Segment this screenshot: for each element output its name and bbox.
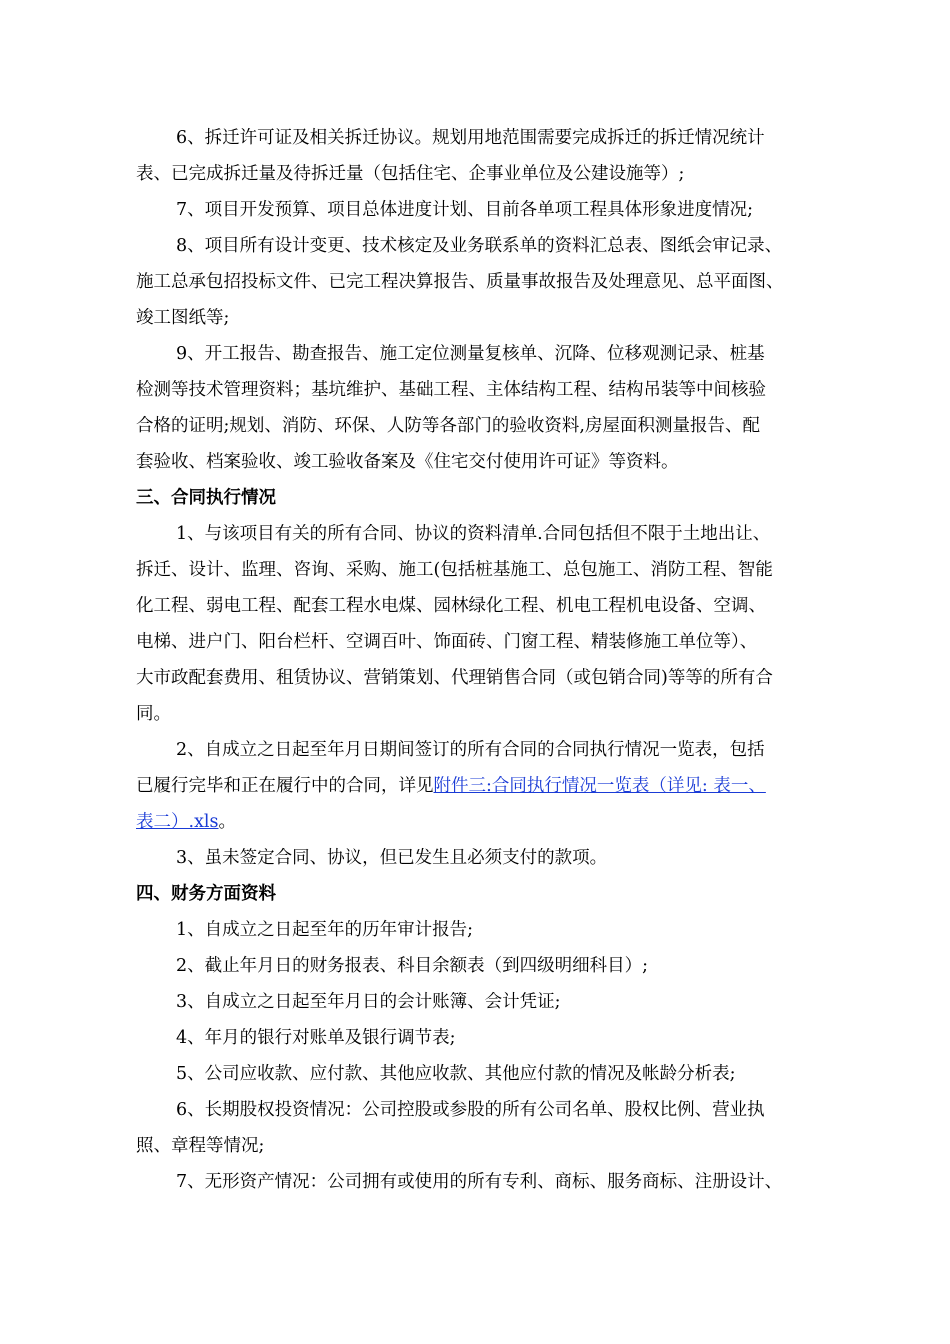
para-7: 7、项目开发预算、项目总体进度计划、目前各单项工程具体形象进度情况; [176, 200, 754, 220]
finance-item-1: 1、自成立之日起至年的历年审计报告; [176, 920, 474, 940]
contract-para-1-line-4: 电梯、进户门、阳台栏杆、空调百叶、饰面砖、门窗工程、精装修施工单位等）、 [136, 632, 758, 652]
contract-para-1-line-5: 大市政配套费用、租赁协议、营销策划、代理销售合同（或包销合同)等等的所有合 [136, 668, 773, 688]
para-8-line-1: 8、项目所有设计变更、技术核定及业务联系单的资料汇总表、图纸会审记录、 [176, 236, 783, 256]
finance-item-7-line-1: 7、无形资产情况：公司拥有或使用的所有专利、商标、服务商标、注册设计、 [176, 1172, 783, 1192]
para-9-line-1: 9、开工报告、勘查报告、施工定位测量复核单、沉降、位移观测记录、桩基 [176, 344, 765, 364]
finance-item-5: 5、公司应收款、应付款、其他应收款、其他应付款的情况及帐龄分析表; [176, 1064, 736, 1084]
contract-para-2-line-2 [136, 774, 766, 798]
contract-para-2-line-1: 2、自成立之日起至年月日期间签订的所有合同的合同执行情况一览表，包括 [176, 740, 765, 760]
contract-para-2-end: 。 [218, 812, 237, 832]
contract-para-1-line-2: 拆迁、设计、监理、咨询、采购、施工(包括桩基施工、总包施工、消防工程、智能 [136, 560, 773, 580]
para-6-line-2: 表、已完成拆迁量及待拆迁量（包括住宅、企事业单位及公建设施等）; [136, 164, 685, 184]
section-heading-finance: 四、财务方面资料 [136, 884, 276, 904]
para-9-line-3: 合格的证明;规划、消防、环保、人防等各部门的验收资料,房屋面积测量报告、配 [136, 416, 760, 436]
contract-para-1-line-3: 化工程、弱电工程、配套工程水电煤、园林绿化工程、机电工程机电设备、空调、 [136, 596, 766, 616]
finance-item-4: 4、年月的银行对账单及银行调节表; [176, 1028, 456, 1048]
finance-item-3: 3、自成立之日起至年月日的会计账簿、会计凭证; [176, 992, 561, 1012]
contract-para-1-line-1: 1、与该项目有关的所有合同、协议的资料清单.合同包括但不限于土地出让、 [176, 524, 771, 544]
finance-item-2: 2、截止年月日的财务报表、科目余额表（到四级明细科目）; [176, 956, 649, 976]
para-6-line-1: 6、拆迁许可证及相关拆迁协议。规划用地范围需要完成拆迁的拆迁情况统计 [176, 128, 765, 148]
para-8-line-3: 竣工图纸等; [136, 308, 230, 328]
attachment-link-part-2[interactable]: 表二）.xls [136, 812, 219, 832]
contract-para-2-line-3 [136, 810, 236, 834]
contract-para-3: 3、虽未签定合同、协议，但已发生且必须支付的款项。 [176, 848, 608, 868]
contract-para-1-line-6: 同。 [136, 704, 171, 724]
section-heading-contracts: 三、合同执行情况 [136, 488, 276, 508]
para-9-line-4: 套验收、档案验收、竣工验收备案及《住宅交付使用许可证》等资料。 [136, 452, 679, 472]
para-8-line-2: 施工总承包招投标文件、已完工程决算报告、质量事故报告及处理意见、总平面图、 [136, 272, 784, 292]
finance-item-6-line-1: 6、长期股权投资情况：公司控股或参股的所有公司名单、股权比例、营业执 [176, 1100, 765, 1120]
contract-para-2-text: 已履行完毕和正在履行中的合同，详见 [136, 776, 434, 796]
attachment-link-part-1[interactable]: 附件三:合同执行情况一览表（详见: 表一、 [433, 776, 766, 796]
para-9-line-2: 检测等技术管理资料；基坑维护、基础工程、主体结构工程、结构吊装等中间核验 [136, 380, 766, 400]
finance-item-6-line-2: 照、章程等情况; [136, 1136, 265, 1156]
